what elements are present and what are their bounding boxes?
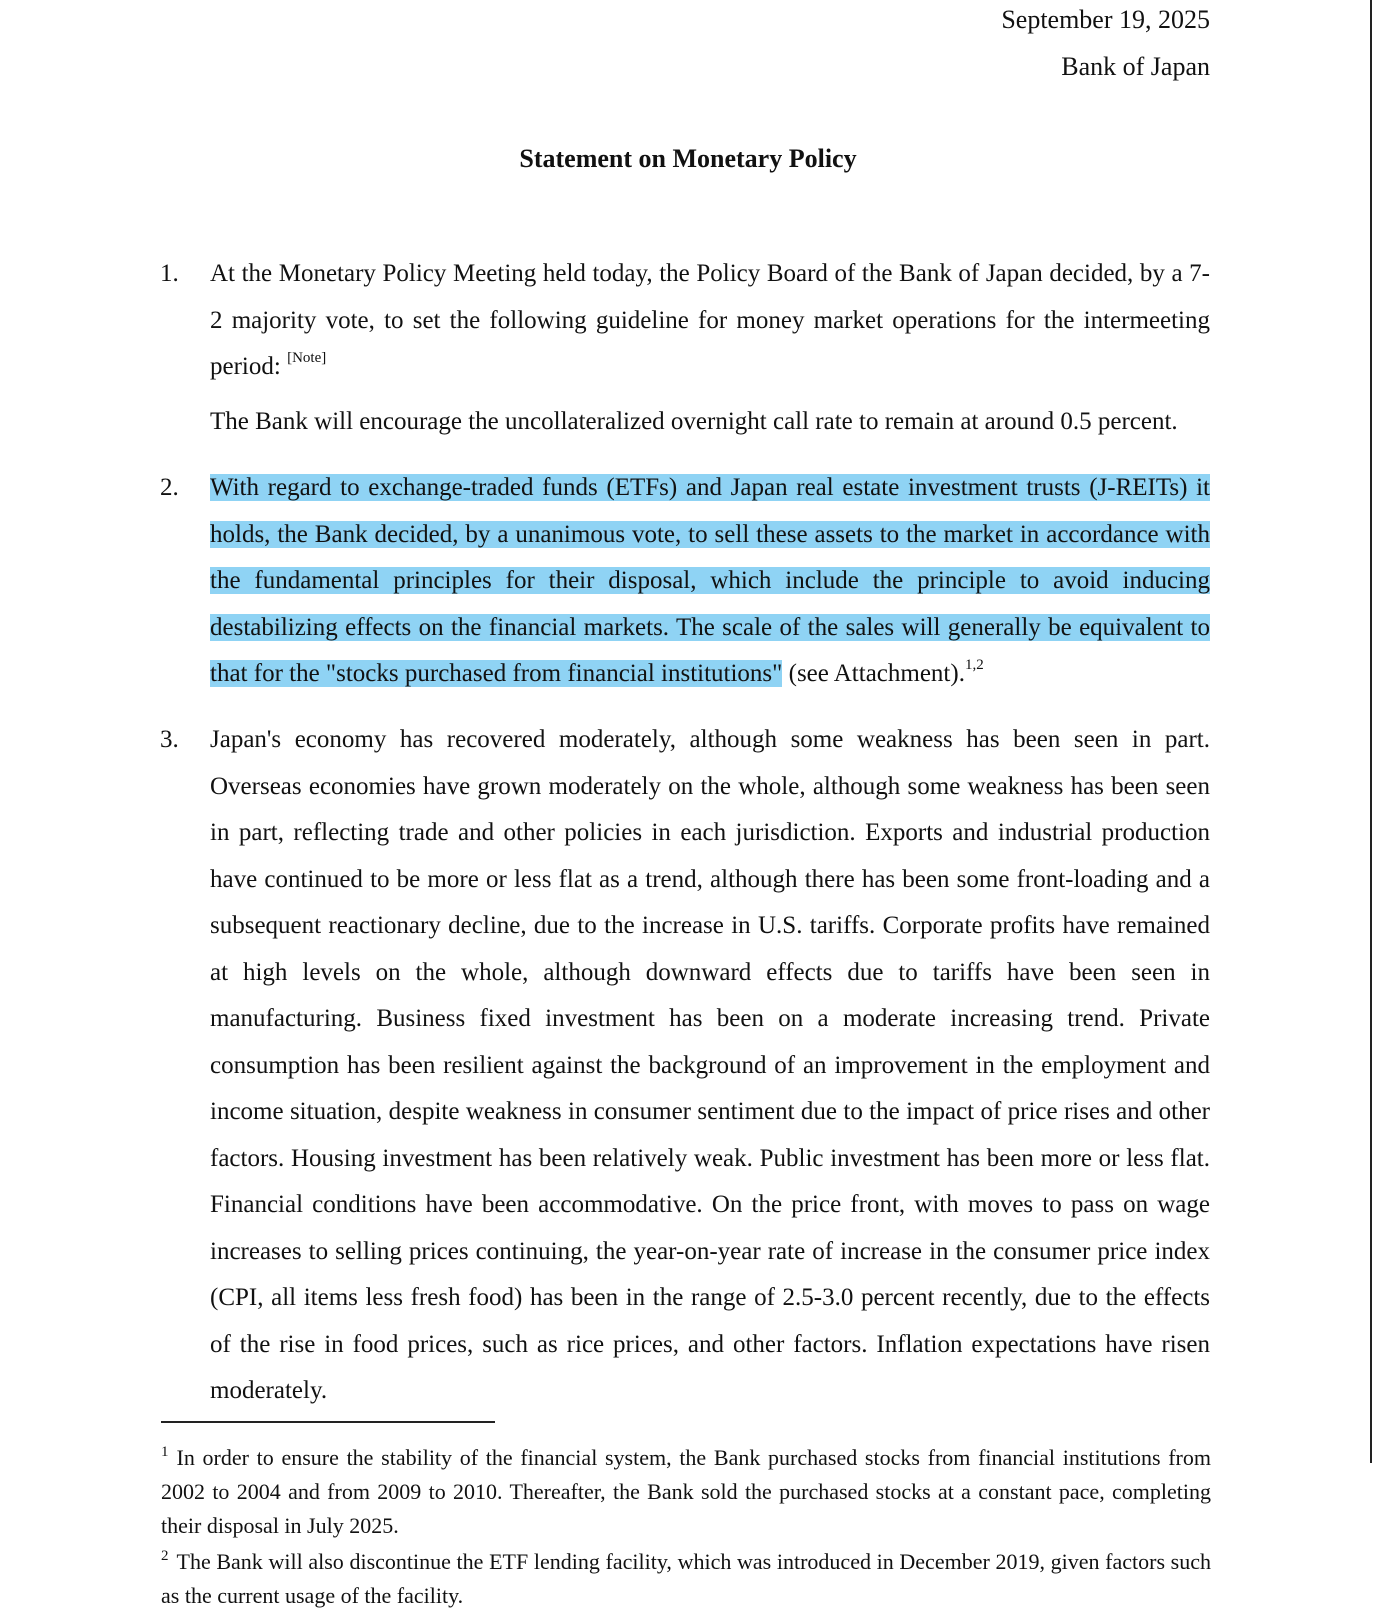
statement-date: September 19, 2025 <box>1001 5 1210 34</box>
footnote-reference[interactable]: 1,2 <box>964 657 984 673</box>
policy-guideline: The Bank will encourage the uncollateralized overnight call rate to remain at around 0.5 percent. <box>210 408 1178 435</box>
item-body <box>210 465 1210 698</box>
item-number: 1. <box>160 260 179 287</box>
item-body <box>210 251 1210 391</box>
highlighted-selection[interactable]: With regard to exchange-traded funds (ETFs) and Japan real estate investment trusts (J-REITs) it holds, the Bank decided, by a unanimous vote, to sell these assets to the market in accordance with the fundamental principles for their disposal, which include the principle to avoid inducing destabilizing effects on the financial markets. The scale of the sales will generally be equivalent to that for the "stocks purchased from financial institutions" <box>210 474 1210 687</box>
footnote-2 <box>161 1545 1211 1613</box>
footnote-text: In order to ensure the stability of the financial system, the Bank purchased stocks from financial institutions from 2002 to 2004 and from 2009 to 2010. Thereafter, the Bank sold the purchased stocks at a constant pace, completing their disposal in July 2025. <box>161 1445 1211 1538</box>
item-number: 2. <box>160 474 179 501</box>
footnote-mark: 1 <box>161 1444 169 1460</box>
page-edge-rule <box>1370 0 1372 1463</box>
footnote-mark: 2 <box>161 1548 169 1564</box>
issuing-organization: Bank of Japan <box>1061 52 1210 81</box>
item-trailing-text: (see Attachment). <box>782 660 965 687</box>
item-number: 3. <box>160 726 179 753</box>
footnote-1 <box>161 1441 1211 1543</box>
footnote-text: The Bank will also discontinue the ETF lending facility, which was introduced in December 2019, given factors such as the current usage of the facility. <box>161 1549 1211 1608</box>
document-title: Statement on Monetary Policy <box>519 144 857 173</box>
footnote-separator <box>161 1421 495 1423</box>
item-body <box>210 717 1210 1415</box>
item-text: Japan's economy has recovered moderately, although some weakness has been seen in part. Overseas economies have grown moderately on the whole, although some weakness has been seen in part, reflecting trade and other policies in each jurisdiction. Exports and industrial production have continued to be more or less flat as a trend, although there has been some front-loading and a subsequent reactionary decline, due to the increase in U.S. tariffs. Corporate profits have remained at high levels on the whole, although downward effects due to tariffs have been seen in manufacturing. Business fixed investment has been on a moderate increasing trend. Private consumption has been resilient against the background of an improvement in the employment and income situation, despite weakness in consumer sentiment due to the impact of price rises and other factors. Housing investment has been relatively weak. Public investment has been more or less flat. Financial conditions have been accommodative. On the price front, with moves to pass on wage increases to selling prices continuing, the year-on-year rate of increase in the consumer price index (CPI, all items less fresh food) has been in the range of 2.5-3.0 percent recently, due to the effects of the rise in food prices, such as rice prices, and other factors. Inflation expectations have risen moderately. <box>210 726 1210 1404</box>
note-reference: [Note] <box>287 350 327 366</box>
item-text: At the Monetary Policy Meeting held today, the Policy Board of the Bank of Japan decided, by a 7-2 majority vote, to set the following guideline for money market operations for the intermeeting period: <box>210 260 1210 380</box>
